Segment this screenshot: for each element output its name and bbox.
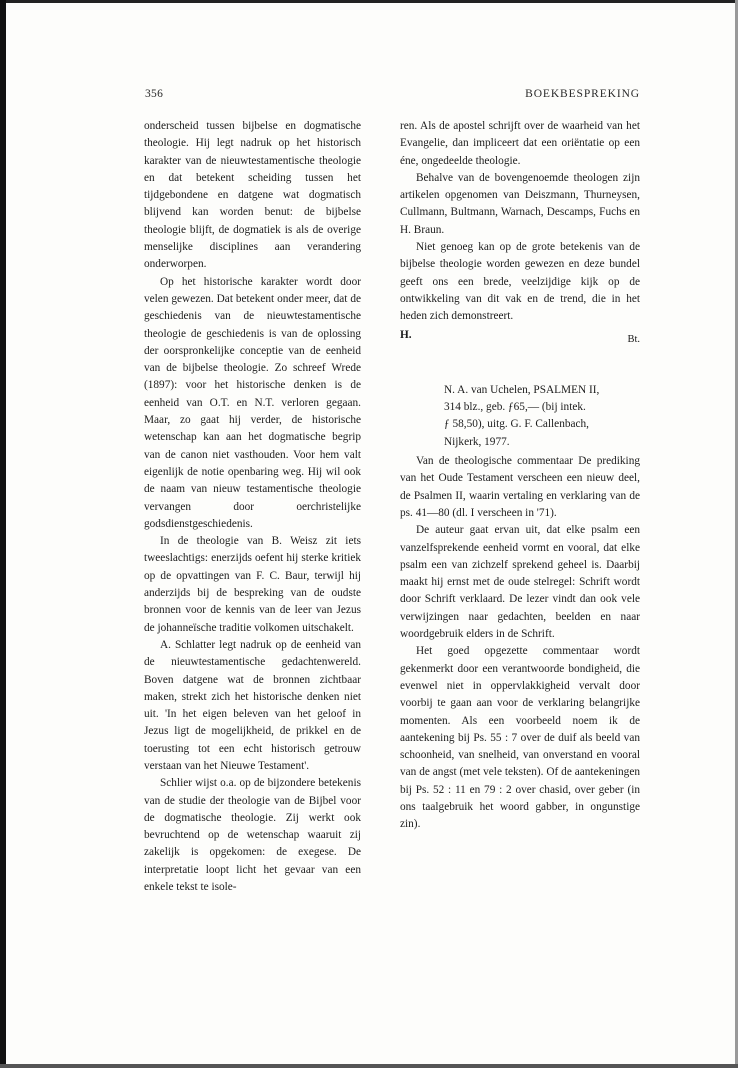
book-reference-line: Nijkerk, 1977. <box>444 435 510 448</box>
paragraph: Het goed opgezette commentaar wordt gekenmerkt door een verantwoorde bondigheid, die evenwel niet in oppervlakkigheid vervalt door voorbij te gaan aan voor de verklaring belangrijke momenten. Als een voorbeeld noem ik de aantekening bij Ps. 55 : 7 over de duif als beeld van schoonheid, van snelheid, van onverstand en vooral van de angst (met vele teksten). Of de aantekeningen bij Ps. 52 : 11 en 79 : 2 over chasid, over geber (in ons taalgebruik het woord gabber, in ongunstige zin). <box>400 645 640 831</box>
right-column <box>400 118 640 834</box>
book-reference-line: N. A. van Uchelen, PSALMEN II, <box>444 383 600 396</box>
paragraph: De auteur gaat ervan uit, dat elke psalm een vanzelfsprekende eenheid vormt en vooral, dat elke psalm een van zichzelf sprekend geheel is. Daarbij maakt hij ernst met de oude stelregel: Schrift wordt door Schrift verklaard. De lezer vindt dan ook vele verwijzingen naar gedachten, beelden en naar woordgebruik elders in de Schrift. <box>400 524 640 641</box>
paragraph: ren. Als de apostel schrijft over de waarheid van het Evangelie, dan impliceert dat een oriëntatie op een éne, ongedeelde theologie. <box>400 120 640 167</box>
signature-reviewer: Bt. <box>627 333 640 345</box>
paragraph: A. Schlatter legt nadruk op de eenheid van de nieuwtestamentische gedachtenwereld. Boven datgene wat de bronnen zichtbaar maken, strekt zich het historische denken niet uit. 'In het eigen beleven van het geloof in Jezus ligt de mogelijkheid, de prikkel en de toerusting tot een echt historisch getrouw verstaan van het Nieuwe Testament'. <box>144 638 361 772</box>
paragraph: Op het historische karakter wordt door velen gewezen. Dat betekent onder meer, dat de geschiedenis van de nieuwtestamentische theologie de geschiedenis is van de oplossing der oorspronkelijke conceptie van de eenheid van de bijbelse theologie. Zo schreef Wrede (1897): voor het historische denken is de eenheid van O.T. en N.T. verloren gegaan. Maar, zo gaat hij verder, de historische wetenschap kan aan het dogmatische begrip van de canon niet vasthouden. Voor hem valt eigenlijk de notie openbaring weg. Hij wil ook de naam van nieuw testamentische theologie vervangen door oerchristelijke godsdienstgeschiedenis. <box>144 275 361 530</box>
scan-edge-left <box>0 0 6 1068</box>
paragraph: Behalve van de bovengenoemde theologen zijn artikelen opgenomen van Deiszmann, Thurneysen, Cullmann, Bultmann, Warnach, Descamps, Fuchs en H. Braun. <box>400 171 640 236</box>
paragraph: onderscheid tussen bijbelse en dogmatische theologie. Hij legt nadruk op het historisch karakter van de nieuwtestamentische theologie en dat betekent scheiding tussen het tijdgebondene en datgene wat dogmatisch blijvend kan worden benut: de bijbelse theologie blijft, de dogmatiek is als de overige menselijke disciplines aan verandering onderworpen. <box>144 120 361 271</box>
signature-initial: H. <box>400 328 412 341</box>
book-reference-line: ƒ 58,50), uitg. G. F. Callenbach, <box>444 418 589 431</box>
running-title: BOEKBESPREKING <box>525 88 640 100</box>
book-reference-line: 314 blz., geb. ƒ65,— (bij intek. <box>444 401 586 414</box>
scan-edge-top <box>0 0 738 3</box>
paragraph: In de theologie van B. Weisz zit iets tweeslachtigs: enerzijds oefent hij sterke kritiek op de opvattingen van F. C. Baur, terwijl hij anderzijds bij de bespreking van de oudste bronnen voor de kennis van de leer van Jezus de johanneïsche traditie volkomen uitschakelt. <box>144 535 361 634</box>
page-number: 356 <box>145 88 164 100</box>
paragraph: Van de theologische commentaar De prediking van het Oude Testament verscheen een nieuw deel, de Psalmen II, waarin vertaling en verklaring van de ps. 41—80 (dl. I verscheen in '71). <box>400 455 640 519</box>
paragraph: Schlier wijst o.a. op de bijzondere betekenis van de studie der theologie van de Bijbel voor de dogmatische theologie. Zij werkt ook bevruchtend op de wetenschap waaruit zij zakelijk is opgekomen: de exegese. De interpretatie loopt licht het gevaar van een enkele tekst te isole- <box>144 777 361 894</box>
paragraph: Niet genoeg kan op de grote betekenis van de bijbelse theologie worden gewezen en deze bundel geeft ons een brede, veelzijdige kijk op de ontwikkeling van dit vak en de trend, die in het heden zich demonstreert. <box>400 241 640 323</box>
review-signature <box>400 327 640 348</box>
scan-edge-bottom <box>0 1064 738 1068</box>
left-column <box>144 118 361 896</box>
book-reference <box>444 382 640 451</box>
